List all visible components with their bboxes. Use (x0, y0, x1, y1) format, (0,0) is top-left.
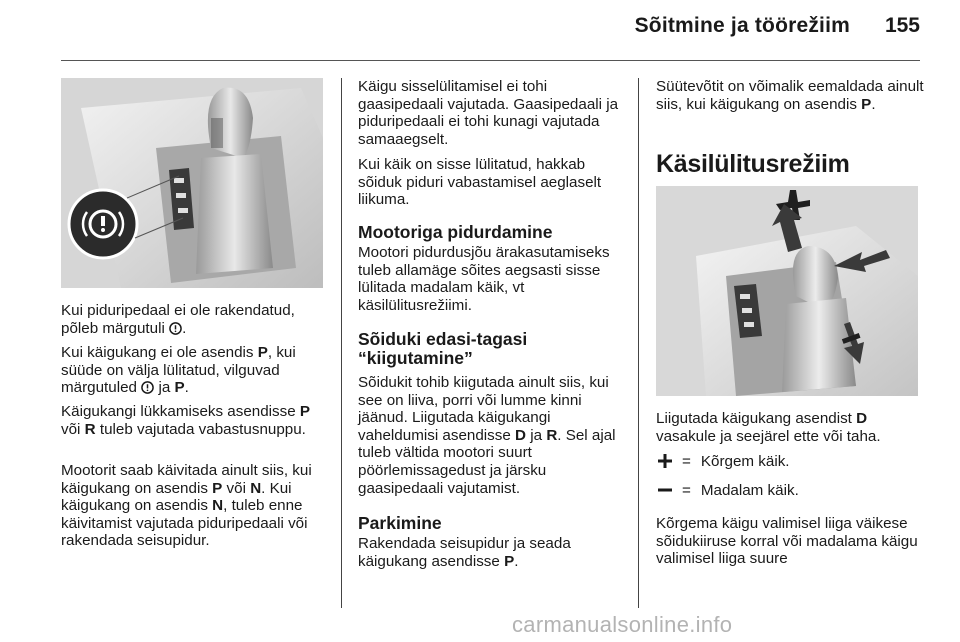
heading-parking: Parkimine (358, 513, 442, 533)
col3-paragraph-2: Liigutada käigukang asendist D vasakule ja seejärel ette või taha. (656, 410, 881, 445)
gear-selector-illustration (61, 78, 323, 288)
section-title-manual-mode: Käsilülitusrežiim (656, 150, 850, 178)
column-divider-2 (638, 78, 639, 608)
heading-engine-braking: Mootoriga pidurdamine (358, 222, 553, 242)
heading-rocking-vehicle: Sõiduki edasi-tagasi “kiigutamine” (358, 329, 528, 368)
manual-mode-figure (656, 186, 918, 396)
col2-paragraph-3: Mootori pidurdusjõu ärakasutamiseks tuleb allamäge sõites aegsasti sisse lülitada madalam käik, vt käsilülitusrežiimi. (358, 244, 610, 314)
brake-warning-icon (169, 322, 182, 335)
page-number: 155 (884, 14, 920, 37)
manual-mode-illustration (656, 186, 918, 396)
col3-paragraph-3: Kõrgema käigu valimisel liiga väikese sõidukiiruse korral või madalama käigu valimisel liiga suure (656, 515, 918, 568)
col2-paragraph-4: Sõidukit tohib kiigutada ainult siis, kui see on liiva, porri või lumme kinni jäänud. Liigutada käigukangi vaheldumisi asendisse D ja R. Sel ajal tuleb vältida mootori suurt pöörlemissagedust ja järsku gaasipedaali vajutamist. (358, 374, 616, 497)
legend-row-minus: = Madalam käik. (656, 481, 799, 499)
col3-paragraph-1: Süütevõtit on võimalik eemaldada ainult siis, kui käigukang on asendis P. (656, 78, 924, 113)
plus-icon (656, 452, 674, 470)
header-divider (61, 60, 920, 61)
page-header-title: Sõitmine ja töörežiim (634, 14, 850, 37)
col2-paragraph-1: Käigu sisselülitamisel ei tohi gaasipedaali vajutada. Gaasipedaali ja piduripedaali ei tohi kunagi vajutada samaaegselt. (358, 78, 619, 148)
legend-row-plus: = Kõrgem käik. (656, 452, 790, 470)
col2-paragraph-2: Kui käik on sisse lülitatud, hakkab sõiduk piduri vabastamisel aeglaselt liikuma. (358, 156, 602, 209)
gear-selector-figure (61, 78, 323, 288)
col1-paragraph-4: Mootorit saab käivitada ainult siis, kui käigukang on asendis P või N. Kui käigukang on asendis N, tuleb enne käivitamist vajutada piduripedaali või rakendada seisupidur. (61, 462, 312, 550)
col1-paragraph-2: Kui käigukang ei ole asendis P, kui süüde on välja lülitatud, vilguvad märgutuled ja P. (61, 344, 296, 397)
col2-paragraph-5: Rakendada seisupidur ja seada käigukang asendisse P. (358, 535, 571, 570)
column-divider-1 (341, 78, 342, 608)
col1-paragraph-3: Käigukangi lükkamiseks asendisse P või R tuleb vajutada vabastusnuppu. (61, 403, 311, 438)
col1-paragraph-1: Kui piduripedaal ei ole rakendatud, põleb märgutuli . (61, 302, 295, 337)
watermark: carmanualsonline.info (512, 612, 733, 637)
brake-warning-icon (141, 381, 154, 394)
minus-icon (656, 481, 674, 499)
